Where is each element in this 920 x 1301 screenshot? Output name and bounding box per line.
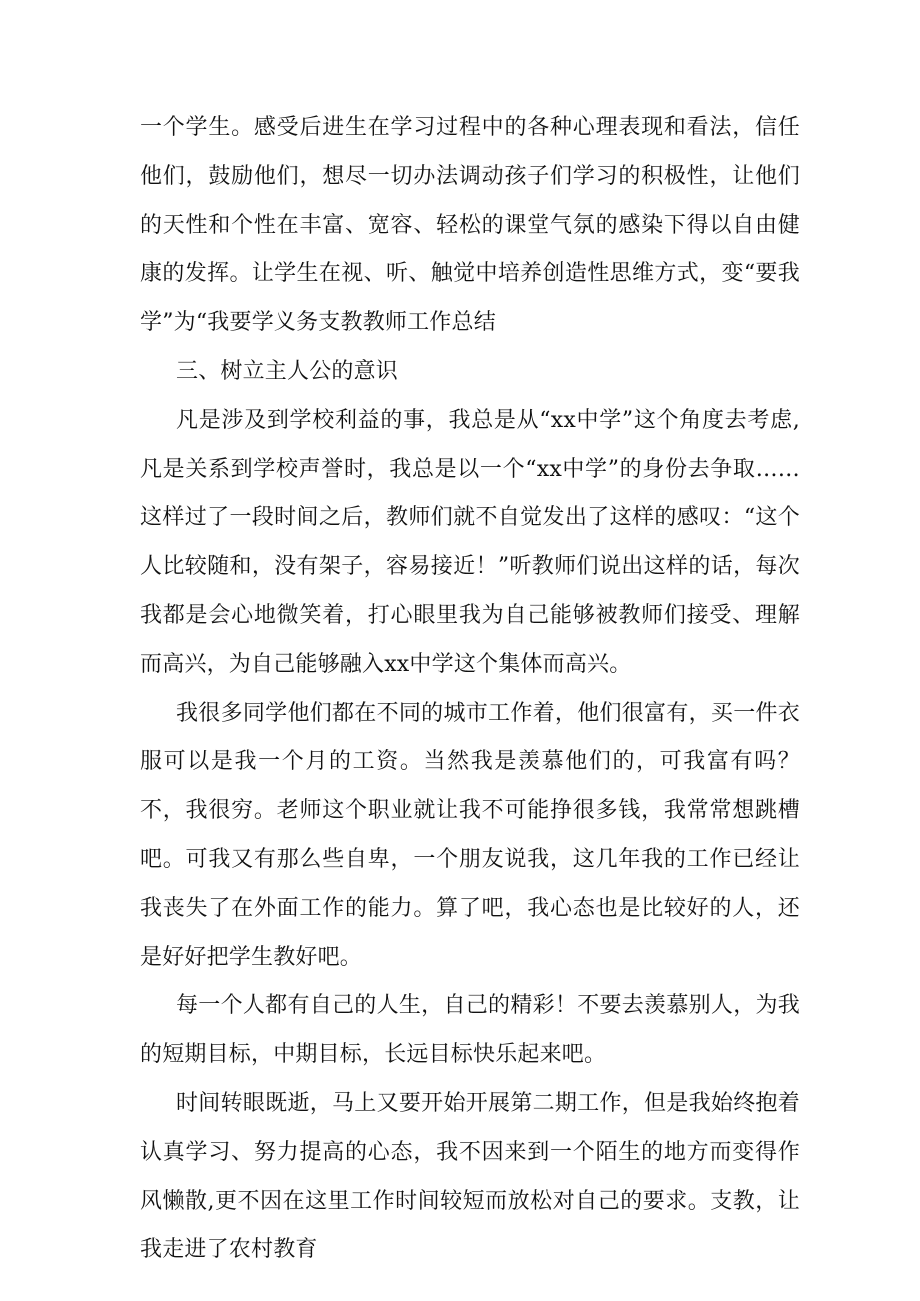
paragraph-4: 每一个人都有自己的人生，自己的精彩！不要去羡慕别人，为我的短期目标，中期目标，长远目标快乐起来吧。 xyxy=(140,993,800,1068)
document-body xyxy=(140,104,800,1275)
paragraph-3: 我很多同学他们都在不同的城市工作着，他们很富有，买一件衣服可以是我一个月的工资。当然我是羡慕他们的，可我富有吗？不，我很穷。老师这个职业就让我不可能挣很多钱，我常常想跳槽吧。可我又有那么些自卑，一个朋友说我，这几年我的工作已经让我丧失了在外面工作的能力。算了吧，我心态也是比较好的人，还是好好把学生教好吧。 xyxy=(140,700,800,970)
section-heading-3: 三、树立主人公的意识 xyxy=(176,358,399,384)
paragraph-1: 一个学生。感受后进生在学习过程中的各种心理表现和看法，信任他们，鼓励他们，想尽一切办法调动孩子们学习的积极性，让他们的天性和个性在丰富、宽容、轻松的课堂气氛的感染下得以自由健康的发挥。让学生在视、听、触觉中培养创造性思维方式，变“要我学”为“我要学义务支教教师工作总结 xyxy=(140,115,800,336)
paragraph-2: 凡是涉及到学校利益的事，我总是从“xx中学”这个角度去考虑,凡是关系到学校声誉时，我总是以一个“xx中学”的身份去争取……这样过了一段时间之后，教师们就不自觉发出了这样的感叹：“这个人比较随和，没有架子，容易接近！”听教师们说出这样的话，每次我都是会心地微笑着，打心眼里我为自己能够被教师们接受、理解而高兴，为自己能够融入xx中学这个集体而高兴。 xyxy=(140,407,800,677)
paragraph-5: 时间转眼既逝，马上又要开始开展第二期工作，但是我始终抱着认真学习、努力提高的心态，我不因来到一个陌生的地方而变得作风懒散,更不因在这里工作时间较短而放松对自己的要求。支教，让我走进了农村教育 xyxy=(140,1090,800,1263)
